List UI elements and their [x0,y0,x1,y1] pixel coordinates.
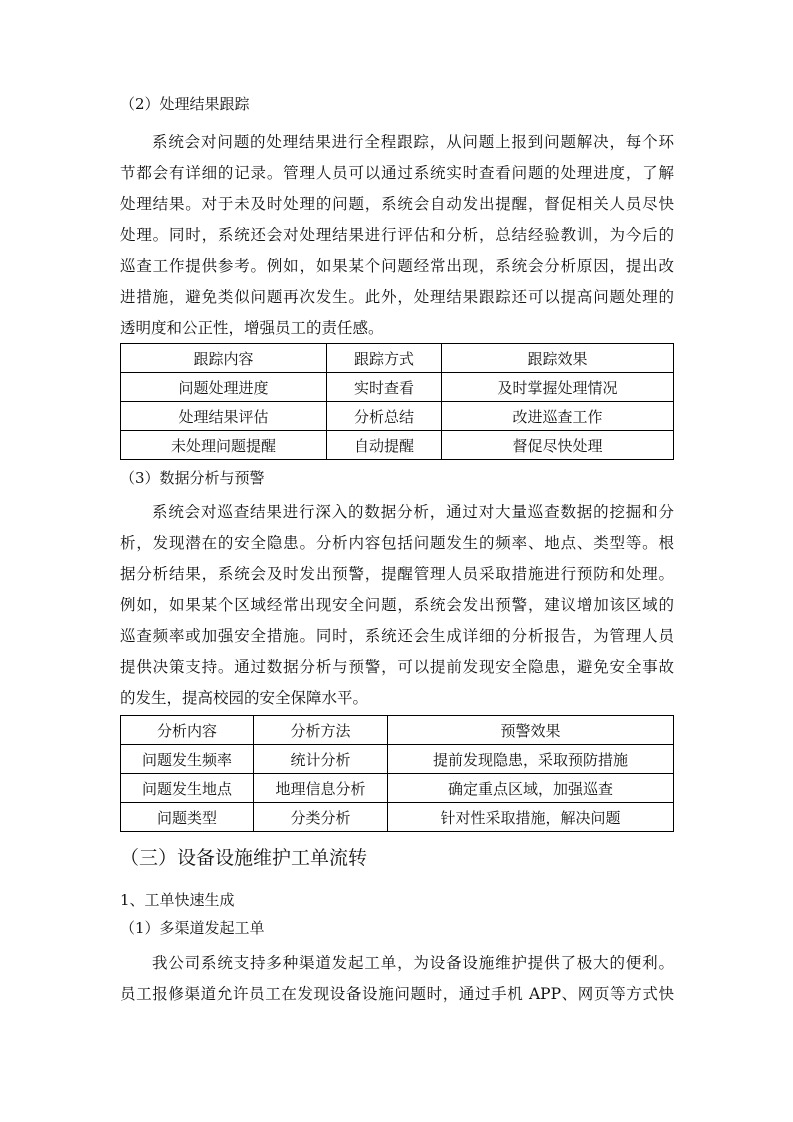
table-header-cell: 分析方法 [254,716,388,745]
paragraph-line: 系统会对问题的处理结果进行全程跟踪，从问题上报到问题解决，每个环 [152,133,674,151]
paragraph-line: 据分析结果，系统会及时发出预警，提醒管理人员采取措施进行预防和处理。 [120,565,674,583]
table-header-cell: 预警效果 [388,716,674,745]
table-cell: 统计分析 [254,745,388,774]
table-cell: 问题发生频率 [121,745,254,774]
section-heading-data-analysis: （3）数据分析与预警 [120,469,265,487]
table-row [121,373,674,402]
table-cell: 地理信息分析 [254,774,388,803]
paragraph-line: 系统会对巡查结果进行深入的数据分析，通过对大量巡查数据的挖掘和分 [152,503,674,521]
paragraph-line: 我公司系统支持多种渠道发起工单，为设备设施维护提供了极大的便利。 [152,954,674,972]
table-cell: 未处理问题提醒 [121,431,327,460]
table-cell: 针对性采取措施，解决问题 [388,803,674,832]
table-row [121,402,674,431]
paragraph-line: 处理。同时，系统还会对处理结果进行评估和分析，总结经验教训，为今后的 [120,226,674,244]
table-cell: 督促尽快处理 [442,431,674,460]
table-cell: 提前发现隐患，采取预防措施 [388,745,674,774]
table-row [121,431,674,460]
section-heading-result-tracking: （2）处理结果跟踪 [120,95,250,113]
table-cell: 分析总结 [327,402,442,431]
paragraph-result-tracking [120,127,674,344]
paragraph-multi-channel [120,948,674,1010]
table-cell: 分类分析 [254,803,388,832]
sub-heading-multi-channel: （1）多渠道发起工单 [120,919,265,937]
paragraph-line: 巡查频率或加强安全措施。同时，系统还会生成详细的分析报告，为管理人员 [120,627,674,645]
tracking-table-wrap [120,343,674,460]
table-header-cell: 跟踪内容 [121,344,327,373]
table-cell: 处理结果评估 [121,402,327,431]
paragraph-line: 员工报修渠道允许员工在发现设备设施问题时，通过手机 APP、网页等方式快 [120,985,674,1003]
paragraph-line: 析，发现潜在的安全隐患。分析内容包括问题发生的频率、地点、类型等。根 [120,534,674,552]
table-cell: 自动提醒 [327,431,442,460]
table-cell: 实时查看 [327,373,442,402]
table-cell: 改进巡查工作 [442,402,674,431]
paragraph-line: 处理结果。对于未及时处理的问题，系统会自动发出提醒，督促相关人员尽快 [120,195,674,213]
paragraph-line: 巡查工作提供参考。例如，如果某个问题经常出现，系统会分析原因，提出改 [120,257,674,275]
tracking-table [120,343,674,460]
paragraph-line: 透明度和公正性，增强员工的责任感。 [120,319,384,337]
table-row [121,774,674,803]
analysis-table-wrap [120,715,674,832]
table-cell: 问题类型 [121,803,254,832]
paragraph-line: 进措施，避免类似问题再次发生。此外，处理结果跟踪还可以提高问题处理的 [120,288,674,306]
table-header-row [121,716,674,745]
table-cell: 及时掌握处理情况 [442,373,674,402]
table-header-row [121,344,674,373]
paragraph-data-analysis [120,497,674,714]
table-header-cell: 跟踪效果 [442,344,674,373]
table-header-cell: 跟踪方式 [327,344,442,373]
chapter-heading: （三）设备设施维护工单流转 [120,847,368,869]
table-row [121,803,674,832]
sub-heading-quick-generation: 1、工单快速生成 [120,891,235,909]
table-cell: 问题发生地点 [121,774,254,803]
table-header-cell: 分析内容 [121,716,254,745]
paragraph-line: 提供决策支持。通过数据分析与预警，可以提前发现安全隐患，避免安全事故 [120,658,674,676]
paragraph-line: 的发生，提高校园的安全保障水平。 [120,689,369,707]
table-cell: 问题处理进度 [121,373,327,402]
paragraph-line: 例如，如果某个区域经常出现安全问题，系统会发出预警，建议增加该区域的 [120,596,674,614]
paragraph-line: 节都会有详细的记录。管理人员可以通过系统实时查看问题的处理进度，了解 [120,164,674,182]
analysis-table [120,715,674,832]
table-cell: 确定重点区域，加强巡查 [388,774,674,803]
table-row [121,745,674,774]
